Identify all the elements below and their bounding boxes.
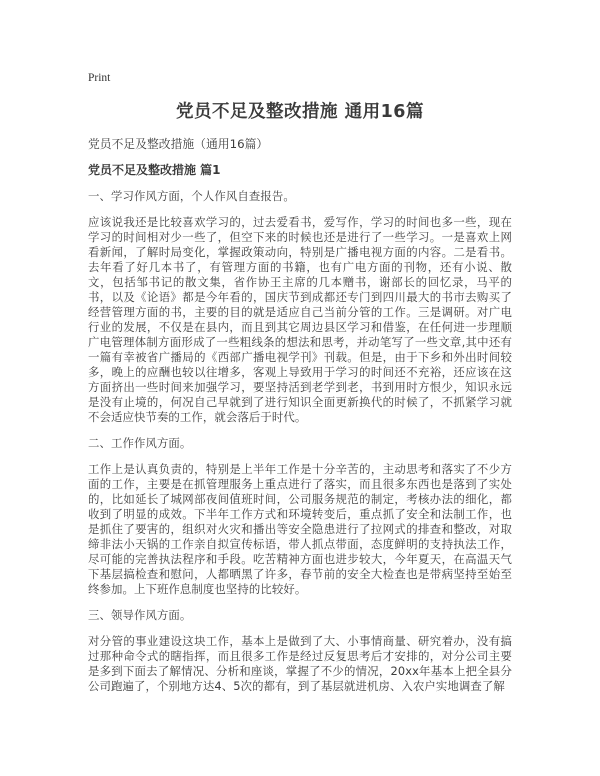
paragraph-study-style: 应该说我还是比较喜欢学习的，过去爱看书，爱写作，学习的时间也多一些，现在学习的时间相对少一些了，但空下来的时候也还是进行了一些学习。一是喜欢上网看新闻，了解时局变化，掌握政策动向，特别是广播电视方面的内容。二是看书。去年看了好几本书了，有管理方面的书籍，也有广电方面的刊物，还有小说、散文，包括邹书记的散文集，省作协王主席的几本赠书，谢部长的回忆录，马平的书，以及《论语》都是今年看的，国庆节到成都还专门到四川最大的书市去购买了经营管理方面的书，主要的目的就是适应自己当前分管的工作。三是调研。对广电行业的发展，不仅是在县内，而且到其它周边县区学习和借鉴，在任何进一步理顺广电管理体制方面形成了一些粗线条的想法和思考，并动笔写了一些文章,其中还有一篇有幸被省广播局的《西部广播电视学刊》刊载。但是，由于下乡和外出时间较多，晚上的应酬也较以往增多，客观上导致用于学习的时间还不充裕，还应该在这方面挤出一些时间来加强学习，要坚持活到老学到老，书到用时方恨少，知识永远是没有止境的，何况自己早就到了进行知识全面更新换代的时候了，不抓紧学习就不会适应快节奏的工作，就会落后于时代。 [88,215,512,424]
section-heading: 党员不足及整改措施 篇1 [88,163,221,177]
paragraph-leadership-style: 对分管的事业建设这块工作，基本上是做到了大、小事情商量、研究着办，没有搞过那种命令式的瞎指挥，而且很多工作是经过反复思考后才安排的，对分公司主要是多到下面去了解情况、分析和座谈，掌握了不少的情况，20xx年基本上把全县分公司跑遍了，个别地方达4、5次的都有，到了基层就进机房、入农户实地调查了解 [88,634,512,693]
doc-subtitle: 党员不足及整改措施（通用16篇） [88,137,269,151]
paragraph-work-style: 工作上是认真负责的，特别是上半年工作是十分辛苦的，主动思考和落实了不少方面的工作，主要是在抓管理服务上重点进行了落实，而且很多东西也是落到了实处的，比如延长了城网部夜间值班时间，公司服务规范的制定，考核办法的细化，都收到了明显的成效。下半年工作方式和环境转变后，重点抓了安全和法制工作，也是抓住了要害的，组织对火灾和播出等安全隐患进行了拉网式的排查和整改，对取缔非法小天锅的工作亲自拟宣传标语，带人抓点带面，态度鲜明的支持执法工作，尽可能的完善执法程序和手段。吃苦精神方面也进步较大，今年夏天，在高温天气下基层搞检查和慰问，人都晒黑了许多，春节前的安全大检查也是带病坚持至始至终参加。上下班作息制度也坚持的比较好。 [88,462,512,596]
doc-title: 党员不足及整改措施 通用16篇 [176,102,424,122]
list-heading-work-style: 二、工作作风方面。 [88,436,192,450]
print-link[interactable]: Print [88,72,111,84]
list-heading-leadership-style: 三、领导作风方面。 [88,608,192,622]
list-heading-study-style: 一、学习作风方面，个人作风自查报告。 [88,189,295,203]
